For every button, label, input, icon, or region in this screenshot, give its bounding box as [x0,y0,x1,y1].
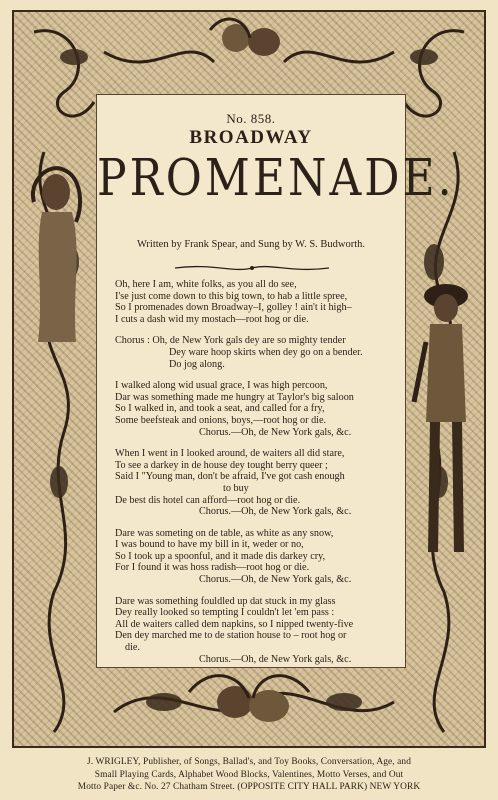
lyric-line: to buy [223,482,249,494]
chorus-ref: Chorus.—Oh, de New York gals, &c. [199,506,352,518]
lyric-line: When I went in I looked around, de waiters all did stare, [115,448,345,460]
title-line-2: PROMENADE. [97,149,455,208]
chorus-ref: Chorus.—Oh, de New York gals, &c. [199,574,352,586]
lyric-line: Dare was something fouldled up dat stuck in my glass [115,595,336,607]
lyric-line: So I walked in, and took a seat, and called for a fry, [115,403,325,415]
lyric-line: Said I "Young man, don't be afraid, I've got cash enough [115,471,345,483]
woman-figure-icon [24,162,94,352]
lyric-line: Dey ware hoop skirts when dey go on a bender. [169,346,363,358]
lyric-line: All de waiters called dem napkins, so I nipped twenty-five [115,618,354,630]
footer-line-1: J. WRIGLEY, Publisher, of Songs, Ballad's, and Toy Books, Conversation, Age, and [86,757,411,767]
stanza-3 [115,448,399,518]
stanza-2 [115,380,399,438]
lyric-line: I'se just come down to this big town, to hab a little spree, [115,290,348,302]
lyric-line: die. [125,642,140,654]
lyric-line: To see a darkey in de house dey tought berry queer ; [115,459,328,471]
chorus-ref: Chorus.—Oh, de New York gals, &c. [199,653,352,665]
lyric-line: So I took up a spoonful, and it made dis darkey cry, [115,550,326,562]
lyric-line: I walked along wid usual grace, I was high percoon, [115,380,328,392]
lyric-line: I was bound to have my bill in it, weder or no, [115,539,304,551]
lyric-line: For I found it was hoss radish—root hog or die. [115,562,310,574]
lyric-line: Oh, here I am, white folks, as you all do see, [115,279,297,290]
lyric-line: Dey really looked so tempting I couldn't let 'em pass : [115,607,335,619]
cherub-top-icon [206,10,296,70]
title-line-1: BROADWAY [189,127,313,148]
lyric-line: I cuts a dash wid my mostach—root hog or die. [115,313,309,325]
lyric-line: Dar was something made me hungry at Taylor's big saloon [115,391,354,403]
footer-line-3: Motto Paper &c. No. 27 Chatham Street. (OPPOSITE CITY HALL PARK) NEW YORK [77,782,421,792]
author-credit: Written by Frank Spear, and Sung by W. S. Budworth. [136,239,366,250]
chorus [115,335,399,370]
lyric-line: Chorus : Oh, de New York gals dey are so mighty tender [115,335,346,347]
stanza-1 [115,279,399,325]
chorus-ref: Chorus.—Oh, de New York gals, &c. [199,426,352,438]
publisher-footer [14,756,484,794]
song-panel [96,94,455,668]
lyric-line: Some beefsteak and onions, boys,—root hog or die. [115,414,327,426]
lyric-line: So I promenades down Broadway–I, golley ! ain't it high– [115,302,352,314]
stanza-5 [115,596,399,666]
decorative-rule-icon [173,263,331,273]
footer-line-2: Small Playing Cards, Alphabet Wood Blocks, Valentines, Motto Verses, and Out [94,769,404,780]
song-number: No. 858. [226,111,276,126]
lyric-line: Do jog along. [169,358,225,370]
lyrics [115,279,399,675]
stanza-4 [115,528,399,586]
lyric-line: De best dis hotel can afford—root hog or die. [115,494,301,506]
lyric-line: Dare was someting on de table, as white as any snow, [115,527,334,539]
man-figure-icon [410,262,482,562]
lyric-line: Den dey marched me to de station house to – root hog or [115,630,347,642]
